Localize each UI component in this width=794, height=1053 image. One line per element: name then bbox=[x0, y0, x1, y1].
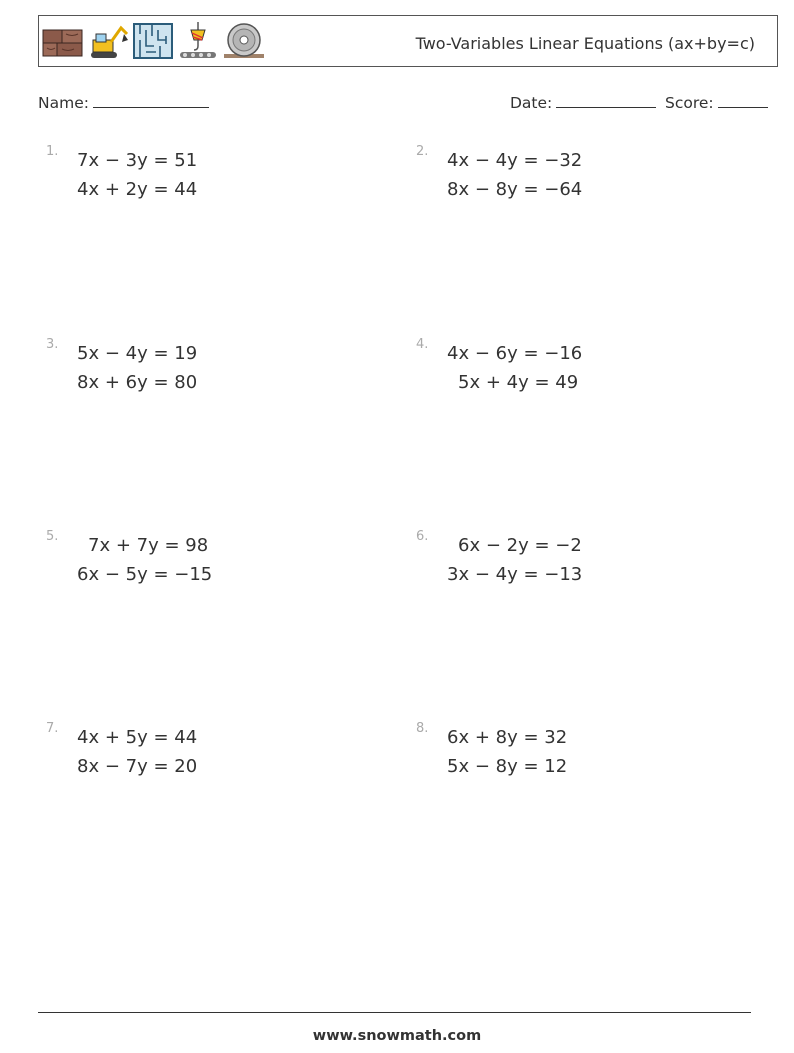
problem-8 bbox=[416, 721, 756, 801]
problem-number: 5. bbox=[46, 529, 59, 544]
problem-number: 4. bbox=[416, 337, 429, 352]
problem-2 bbox=[416, 144, 756, 224]
maze-icon bbox=[132, 22, 174, 60]
crane-hook-icon bbox=[177, 22, 219, 60]
problem-5 bbox=[46, 529, 386, 609]
name-field bbox=[38, 93, 209, 112]
problem-7 bbox=[46, 721, 386, 801]
saw-blade-icon bbox=[222, 22, 264, 60]
equation-1: 6x + 8y = 32 bbox=[447, 727, 568, 748]
problem-number: 8. bbox=[416, 721, 429, 736]
problem-number: 2. bbox=[416, 144, 429, 159]
name-blank[interactable] bbox=[93, 93, 209, 108]
equation-1: 5x − 4y = 19 bbox=[77, 343, 198, 364]
equation-1: 4x + 5y = 44 bbox=[77, 727, 198, 748]
score-blank[interactable] bbox=[718, 93, 768, 108]
problem-number: 6. bbox=[416, 529, 429, 544]
problem-1 bbox=[46, 144, 386, 224]
footer-divider bbox=[38, 1012, 751, 1013]
footer-url[interactable]: www.snowmath.com bbox=[312, 1028, 482, 1044]
equation-2: 5x + 4y = 49 bbox=[458, 372, 579, 393]
equation-1: 4x − 6y = −16 bbox=[447, 343, 583, 364]
problem-number: 3. bbox=[46, 337, 59, 352]
problem-number: 7. bbox=[46, 721, 59, 736]
equation-1: 7x − 3y = 51 bbox=[77, 150, 198, 171]
problem-number: 1. bbox=[46, 144, 59, 159]
score-field bbox=[665, 93, 768, 112]
equation-2: 8x − 7y = 20 bbox=[77, 756, 198, 777]
equation-2: 6x − 5y = −15 bbox=[77, 564, 213, 585]
worksheet-title: Two-Variables Linear Equations (ax+by=c) bbox=[415, 34, 755, 53]
equation-2: 3x − 4y = −13 bbox=[447, 564, 583, 585]
problem-3 bbox=[46, 337, 386, 417]
problem-4 bbox=[416, 337, 756, 417]
date-label: Date: bbox=[510, 94, 553, 112]
problem-6 bbox=[416, 529, 756, 609]
date-blank[interactable] bbox=[556, 93, 656, 108]
equation-2: 4x + 2y = 44 bbox=[77, 179, 198, 200]
bricks-icon bbox=[42, 22, 84, 60]
score-label: Score: bbox=[665, 94, 714, 112]
worksheet-header bbox=[38, 15, 778, 67]
equation-1: 6x − 2y = −2 bbox=[458, 535, 582, 556]
equation-2: 8x + 6y = 80 bbox=[77, 372, 198, 393]
date-field bbox=[510, 93, 656, 112]
equation-1: 7x + 7y = 98 bbox=[88, 535, 209, 556]
excavator-icon bbox=[87, 22, 129, 60]
equation-2: 8x − 8y = −64 bbox=[447, 179, 583, 200]
equation-1: 4x − 4y = −32 bbox=[447, 150, 583, 171]
name-label: Name: bbox=[38, 94, 89, 112]
equation-2: 5x − 8y = 12 bbox=[447, 756, 568, 777]
